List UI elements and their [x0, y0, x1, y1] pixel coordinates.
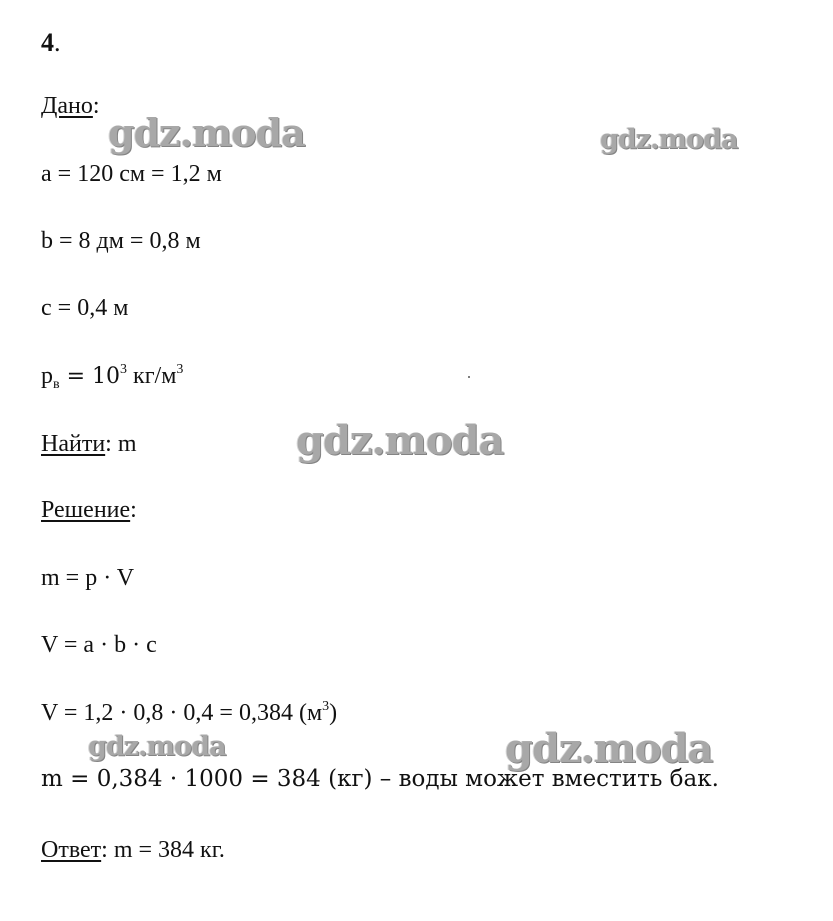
watermark: gdz.moda	[505, 725, 713, 772]
equation-volume: V = a · b · c	[41, 632, 157, 658]
watermark: gdz.moda	[600, 124, 738, 155]
answer-line: Ответ: m = 384 кг.	[41, 837, 225, 863]
given-b: b = 8 дм = 0,8 м	[41, 228, 201, 254]
find-line: Найти: m	[41, 431, 137, 457]
watermark: gdz.moda	[108, 110, 305, 155]
given-density: $p_в = 10^3$ $кг/м^3$	[41, 362, 184, 392]
stray-dot	[468, 376, 470, 378]
solution-heading: Решение:	[41, 497, 137, 523]
answer-label: Ответ	[41, 837, 102, 863]
given-heading: Дано:	[41, 93, 100, 119]
watermark: gdz.moda	[88, 731, 226, 762]
equation-volume-value: V = 1,2 · 0,8 · 0,4 = 0,384 $(м^3)$	[41, 699, 338, 726]
given-label: Дано	[41, 93, 93, 119]
equation-mass: m = p · V	[41, 565, 135, 591]
equation-mass-value: m = 0,384 · 1000 = 384 (кг) – воды может вместить бак.	[41, 766, 719, 792]
solution-label: Решение	[41, 497, 131, 523]
given-c: c = 0,4 м	[41, 295, 129, 321]
problem-number: 4.	[41, 28, 61, 57]
find-label: Найти	[41, 431, 106, 457]
watermark: gdz.moda	[296, 417, 504, 464]
given-a: a = 120 см = 1,2 м	[41, 161, 222, 187]
